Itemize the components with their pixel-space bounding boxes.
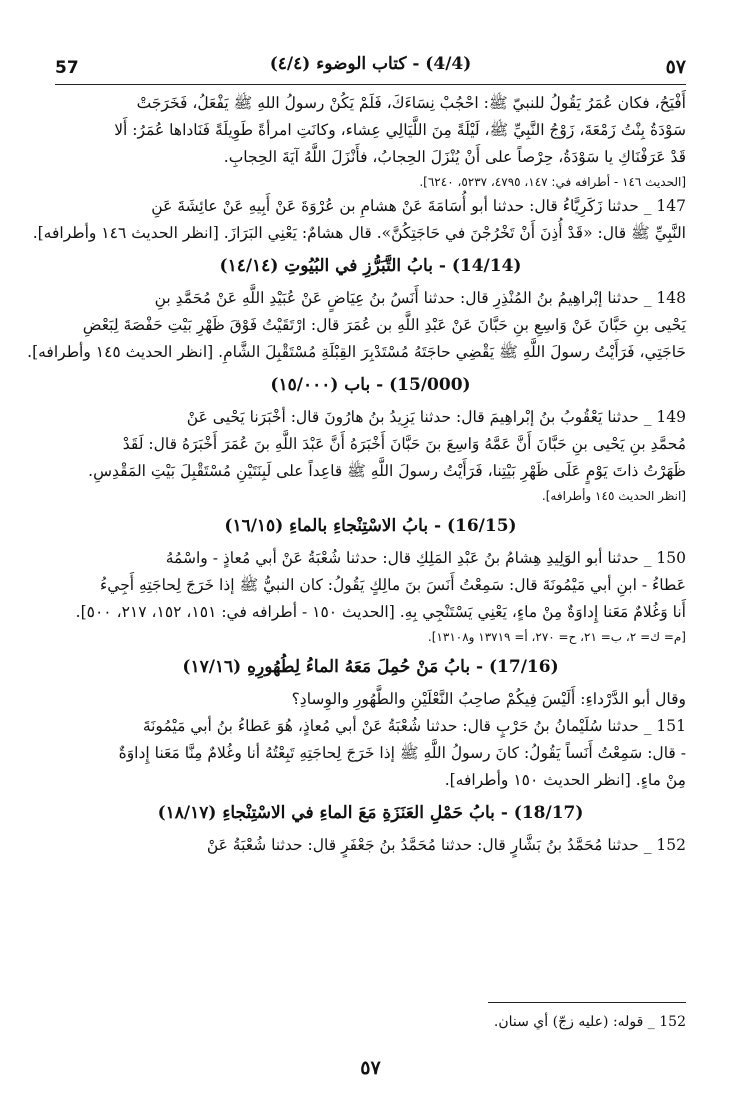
text-line: حَاجَتِي، فَرَأَيْتُ رسولَ اللَّهِ ﷺ يَقْضِي حاجَتَهُ مُسْتَدْبِرَ القِبْلَةِ مُسْتَقْبِلَ الشَّامِ. [انظر الحديث ١٤٥ وأطرافه]. [27,343,686,361]
text-line: أَفْيَحُ، فكان عُمَرُ يَقُولُ للنبيّ ﷺ: احْجُبْ نِسَاءَكَ، فَلَمْ يَكُنْ رسولُ اللهِ ﷺ يَفْعَلُ، فَخَرَجَتْ [136,94,686,112]
text-line: 147 _ حدثنا زَكَرِيَّاءُ قال: حدثنا أبو أُسَامَةَ عَنْ هشامِ بن عُرْوَةَ عَنْ أَبِيهِ عَنْ عائِشَةَ عَنِ [151,197,686,215]
cross-reference: [انظر الحديث ١٤٥ وأطرافه]. [541,489,686,503]
chapter-heading: (16/15) - بابُ الاسْتِنْجاءِ بالماءِ (١٦/١٥) [224,516,517,536]
text-line: مُحمَّدِ بنِ يَحْيى بنِ حَبَّانَ أَنَّ عَمَّهُ وَاسِعَ بنَ حَبَّانَ أَخْبَرَهُ أَنَّ عَبْدَ اللَّهِ بنَ عُمَرَ أَخْبَرَهُ قال: لَقَدْ [122,435,686,453]
page-body [27,90,686,859]
cross-reference: [م= ك= ٢، ب= ٢١، ح= ٢٧٠، أ= ١٣٧١٩ و١٣١٠٨]. [427,630,686,644]
footnote: 152 _ قوله: (عليه زجّ) أي سنان. [493,1014,686,1030]
chapter-heading: (15/000) - باب (١٥/٠٠٠) [270,375,471,395]
text-line: النَّبِيِّ ﷺ قال: «قَدْ أُذِنَ أَنْ تَخْرُجْنَ في حَاجَتِكُنَّ». قال هشامٌ: يَعْنِي البَرَازَ. [انظر الحديث ١٤٦ وأطرافه]. [32,224,686,242]
text-line: 151 _ حدثنا سُلَيْمانُ بنُ حَرْبٍ قال: حدثنا شُعْبَةُ عَنْ أبي مُعاذٍ، هُوَ عَطاءُ بنُ أبي مَيْمُونَةَ [142,717,686,735]
page-number-arabic: ٥٧ [665,56,686,78]
chapter-heading: (17/16) - بابُ مَنْ حُمِلَ مَعَهُ الماءُ لِطُهُورِهِ (١٧/١٦) [182,657,559,677]
text-line: - قال: سَمِعْتُ أَنَساً يَقُولُ: كانَ رسولُ اللَّهِ ﷺ إذا خَرَجَ لِحاجَتِهِ تَبِعْتُهُ أنا وغُلامٌ مِنَّا مَعَنا إِداوَةٌ [118,744,686,762]
text-line: 152 _ حدثنا مُحَمَّدُ بنُ بَشَّارٍ قال: حدثنا مُحَمَّدُ بنُ جَعْفَرٍ قال: حدثنا شُعْبَةُ عَنْ [206,836,686,854]
footer-page-number: ٥٧ [360,1057,381,1079]
text-line: 150 _ حدثنا أبو الوَلِيدِ هِشامُ بنُ عَبْدِ المَلِكِ قال: حدثنا شُعْبَةُ عَنْ أبي مُعاذٍ - واسْمُهُ [165,549,686,567]
text-line: سَوْدَةُ بِنْتُ زَمْعَةَ، زَوْجُ النَّبِيِّ ﷺ، لَيْلَةً مِنَ اللَّيَالِي عِشاء، وكانَتِ امرأةً طَوِيلَةً فَنَاداها عُمَرُ: أَلا [114,121,686,139]
text-line: أَنا وَغُلامٌ مَعَنا إِداوَةٌ مِنْ ماءٍ، يَعْنِي يَسْتَنْجِي بِهِ. [الحديث ١٥٠ - أطرافه في: ١٥١، ١٥٢، ٢١٧، ٥٠٠]. [75,603,686,621]
chapter-heading: (18/17) - بابُ حَمْلِ العَنَزَةِ مَعَ الماءِ في الاسْتِنْجاءِ (١٨/١٧) [157,803,584,823]
text-line: ظَهَرْتُ ذاتَ يَوْمٍ عَلَى ظَهْرِ بَيْتِنا، فَرَأَيْتُ رسولَ اللَّهِ ﷺ قاعِداً على لَبِنَتَيْنِ مُسْتَقْبِلَ بَيْتِ المَقْدِسِ. [88,462,686,480]
text-line: 148 _ حدثنا إبْراهِيمُ بنُ المُنْذِرِ قال: حدثنا أَنَسُ بنُ عِيَاضٍ عَنْ عُبَيْدِ اللَّهِ عَنْ مُحَمَّدِ بنِ [154,289,686,307]
header-rule [55,84,686,85]
text-line: يَحْيى بنِ حَبَّانَ عَنْ وَاسِعِ بنِ حَبَّانَ عَنْ عَبْدِ اللَّهِ بن عُمَرَ قال: ارْتَقَيْتُ فَوْقَ ظَهْرِ بَيْتِ حَفْصَةَ لِبَعْضِ [82,316,686,334]
running-title: (4/4) - كتاب الوضوء (٤/٤) [269,54,472,74]
text-line: مِنْ ماءٍ. [انظر الحديث ١٥٠ وأطرافه]. [444,771,686,789]
page-number-latin: 57 [55,58,79,78]
text-line: وقال أبو الدَّرْداءِ: أَلَيْسَ فِيكُمْ صاحِبُ النَّعْلَيْنِ والطَّهُورِ والوِسادِ؟ [291,690,686,708]
text-line: عَطاءُ - ابنِ أبي مَيْمُونَةَ قال: سَمِعْتُ أَنَسَ بنَ مالِكٍ يَقُولُ: كان النبيُّ ﷺ إذا خَرَجَ لِحاجَتِهِ أَجِيءُ [100,576,686,594]
chapter-heading: (14/14) - بابُ التَّبَرُّزِ في البُيُوتِ (١٤/١٤) [219,256,522,276]
footnote-rule [488,1002,686,1003]
page-header [55,48,686,80]
text-line: قَدْ عَرَفْنَاكِ يا سَوْدَةُ، حِرْصاً على أَنْ يُنْزَلَ الحِجابُ، فأَنْزَلَ اللَّهُ آيَةَ الحِجابِ. [223,148,686,166]
cross-reference: [الحديث ١٤٦ - أطرافه في: ١٤٧، ٤٧٩٥، ٥٢٣٧، ٦٢٤٠]. [419,175,686,189]
text-line: 149 _ حدثنا يَعْقُوبُ بنُ إبْراهِيمَ قال: حدثنا يَزِيدُ بنُ هارُونَ قال: أخْبَرَنا يَحْيى عَنْ [186,408,686,426]
